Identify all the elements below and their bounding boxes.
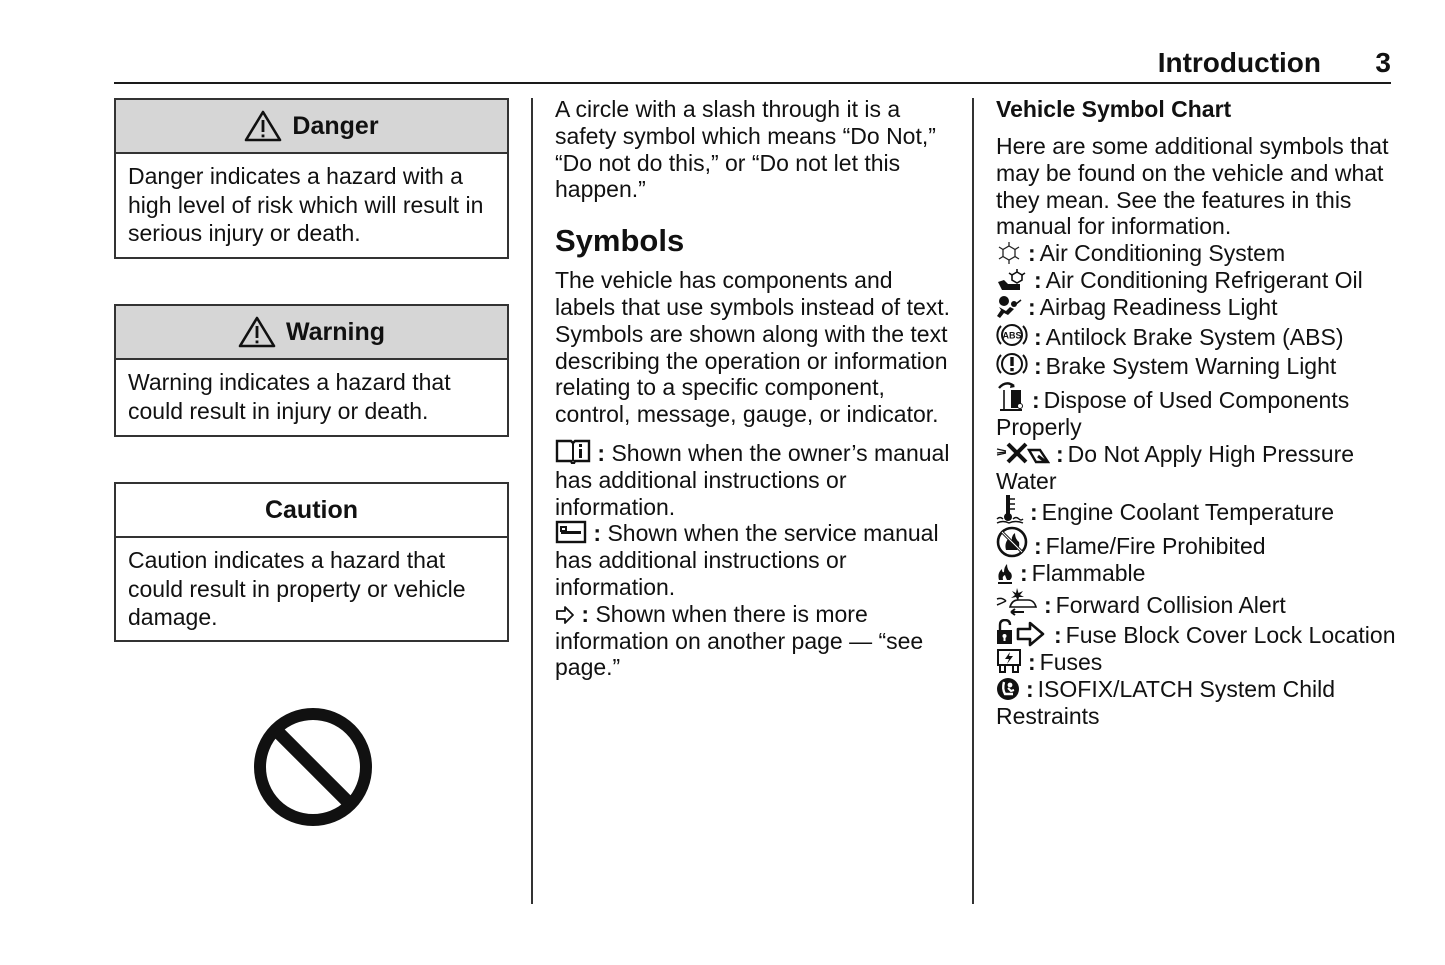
chart-item: : Engine Coolant Temperature xyxy=(996,494,1396,526)
snowflake-icon xyxy=(996,241,1022,265)
circle-slash-icon xyxy=(252,706,374,828)
chart-item: : Forward Collision Alert xyxy=(996,587,1396,619)
danger-notice xyxy=(114,98,509,259)
ac-refrigerant-oil-icon xyxy=(996,268,1028,292)
warning-triangle-icon xyxy=(238,316,276,348)
notice-header xyxy=(116,484,507,538)
fuse-block-lock-icon xyxy=(996,619,1048,647)
chart-item: : Do Not Apply High Pressure Water xyxy=(996,440,1355,494)
prohibition-explanation: A circle with a slash through it is a safety symbol which means “Do Not,” “Do not do this,” or “Do not let this happen.” xyxy=(555,96,936,203)
chart-heading: Vehicle Symbol Chart xyxy=(996,96,1232,122)
column-divider xyxy=(972,98,974,904)
abs-icon xyxy=(996,321,1028,349)
chart-item: : Air Conditioning System xyxy=(996,240,1396,267)
vehicle-symbol-chart xyxy=(996,96,1396,730)
service-manual-icon xyxy=(555,520,587,544)
notice-text: Caution indicates a hazard that could result in property or vehicle damage. xyxy=(128,547,466,630)
chart-item: : Flame/Fire Prohibited xyxy=(996,526,1396,560)
symbol-see-page: : Shown when there is more information on another page — “see page.” xyxy=(555,600,924,681)
caution-notice xyxy=(114,482,509,642)
chart-item: : Airbag Readiness Light xyxy=(996,294,1396,321)
notice-header xyxy=(116,306,507,360)
notice-title: Danger xyxy=(292,111,379,140)
chart-item: : Dispose of Used Components Properly xyxy=(996,380,1396,441)
symbols-column xyxy=(555,96,955,681)
section-title: Introduction xyxy=(1157,47,1321,78)
column-divider xyxy=(531,98,533,904)
see-page-arrow-icon xyxy=(555,605,575,625)
notice-text: Danger indicates a hazard with a high level of risk which will result in serious injury or death. xyxy=(128,163,484,246)
chart-intro: Here are some additional symbols that may be found on the vehicle and what they mean. See the features in this manual for information. xyxy=(996,133,1389,240)
notice-header xyxy=(116,100,507,154)
chart-item: : Air Conditioning Refrigerant Oil xyxy=(996,267,1396,294)
chart-item: : ISOFIX/LATCH System Child Restraints xyxy=(996,676,1336,729)
chart-item: : Fuses xyxy=(996,648,1396,676)
no-pressure-water-icon xyxy=(996,442,1050,466)
page-header xyxy=(114,44,1391,84)
coolant-temperature-icon xyxy=(996,494,1024,524)
chart-item: : Brake System Warning Light xyxy=(996,350,1396,380)
symbols-heading: Symbols xyxy=(555,223,685,259)
child-seat-icon xyxy=(996,677,1020,701)
notice-title: Warning xyxy=(285,317,386,346)
page-number: 3 xyxy=(1375,47,1391,78)
symbols-paragraph: The vehicle has components and labels that use symbols instead of text. Symbols are shown along with the text describing the operation or information relating to a specific component, control, message, gauge, or indicator. xyxy=(555,267,951,428)
chart-item: : Fuse Block Cover Lock Location xyxy=(996,619,1396,649)
forward-collision-icon xyxy=(996,587,1038,617)
chart-item: ABS : Antilock Brake System (ABS) xyxy=(996,321,1396,351)
notice-text: Warning indicates a hazard that could result in injury or death. xyxy=(128,369,451,424)
warning-notice xyxy=(114,304,509,437)
dispose-icon xyxy=(996,380,1026,412)
symbol-service-manual: : Shown when the service manual has additional instructions or information. xyxy=(555,520,939,600)
owners-manual-book-icon xyxy=(555,438,591,464)
chart-item: : Flammable xyxy=(996,560,1396,587)
warning-triangle-icon xyxy=(244,110,282,142)
no-flame-icon xyxy=(996,526,1028,558)
flammable-icon xyxy=(996,563,1014,585)
airbag-icon xyxy=(996,295,1022,319)
brake-warning-icon xyxy=(996,350,1028,378)
symbol-owners-manual: : Shown when the owner’s manual has additional instructions or information. xyxy=(555,439,950,520)
svg-text:ABS: ABS xyxy=(1002,330,1022,341)
fuse-icon xyxy=(996,648,1022,674)
notice-title: Caution xyxy=(264,495,359,524)
